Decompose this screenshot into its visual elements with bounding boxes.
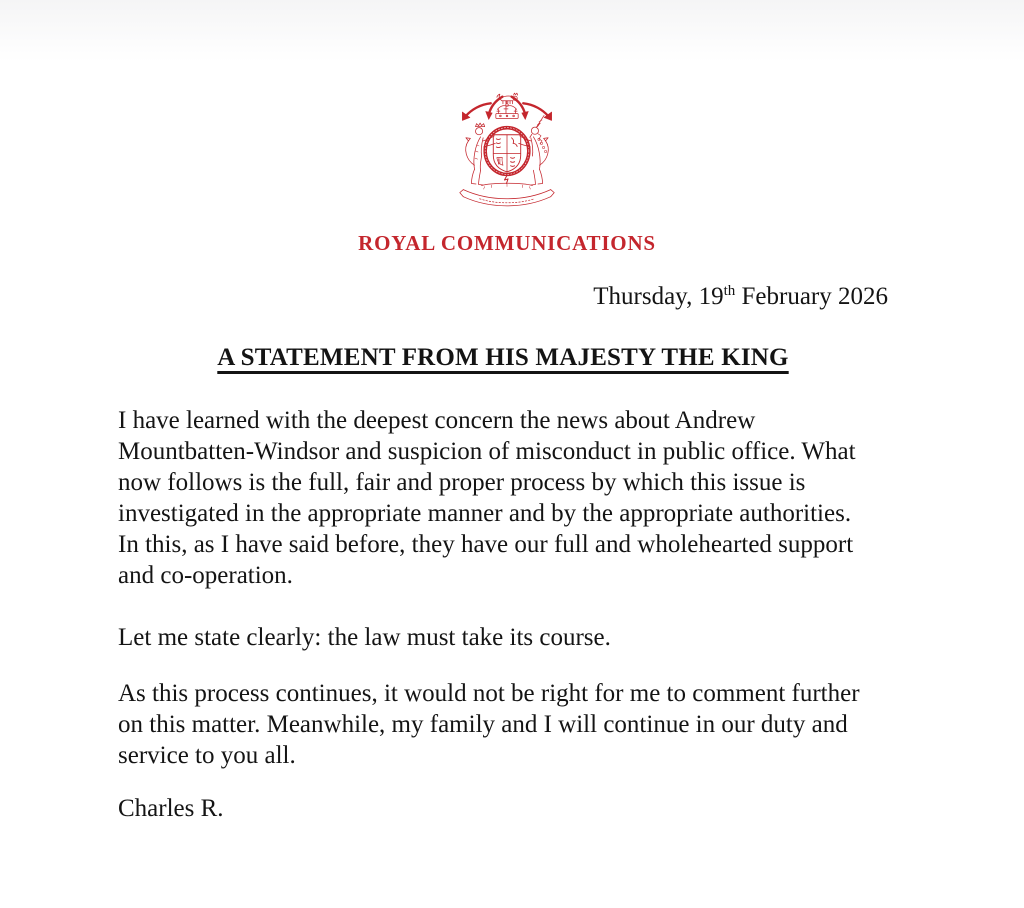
paragraph-1-line: I have learned with the deepest concern the news about Andrew xyxy=(118,407,756,434)
date-prefix: Thursday, 19 xyxy=(593,283,724,310)
paragraph-3 xyxy=(118,678,860,771)
paragraph-1-line: now follows is the full, fair and proper process by which this issue is xyxy=(118,469,806,496)
paragraph-1-line: investigated in the appropriate manner and by the appropriate authorities. xyxy=(118,500,852,527)
paragraph-1-line: and co-operation. xyxy=(118,562,293,589)
signature: Charles R. xyxy=(118,795,224,822)
paragraph-1-line: In this, as I have said before, they have our full and wholehearted support xyxy=(118,531,854,558)
paragraph-3-line: As this process continues, it would not be right for me to comment further xyxy=(118,680,860,707)
paragraph-2-line: Let me state clearly: the law must take its course. xyxy=(118,624,611,651)
statement-title: A STATEMENT FROM HIS MAJESTY THE KING xyxy=(217,344,789,371)
date-line xyxy=(593,283,888,311)
paragraph-1 xyxy=(118,405,856,591)
date-suffix: February 2026 xyxy=(735,283,888,310)
letterhead-brand: ROYAL COMMUNICATIONS xyxy=(358,231,656,255)
paragraph-3-line: service to you all. xyxy=(118,742,296,769)
paragraph-2 xyxy=(118,622,611,653)
paragraph-1-line: Mountbatten-Windsor and suspicion of misconduct in public office. What xyxy=(118,438,856,465)
paragraph-3-line: on this matter. Meanwhile, my family and I will continue in our duty and xyxy=(118,711,848,738)
date-ordinal: th xyxy=(723,283,736,299)
letter-body xyxy=(118,0,888,908)
